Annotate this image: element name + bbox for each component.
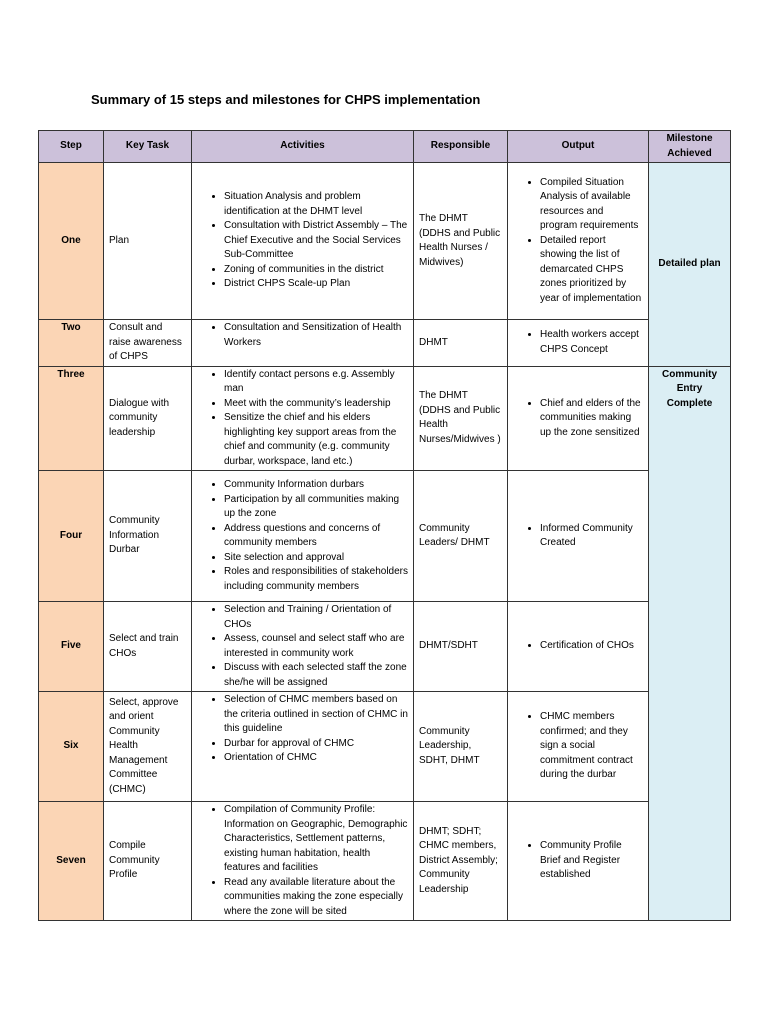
header-responsible: Responsible	[414, 131, 508, 163]
header-key-task: Key Task	[104, 131, 192, 163]
list-item: • Meet with the community’s leadership	[224, 397, 408, 412]
output-cell	[508, 692, 649, 802]
table-row	[39, 366, 731, 471]
responsible-cell: The DHMT (DDHS and Public Health Nurses / Midwives)	[414, 163, 508, 320]
list-item: • Situation Analysis and problem identification at the DHMT level	[224, 190, 408, 219]
list-item: • Health workers accept CHPS Concept	[540, 328, 643, 357]
key-task-cell: Community Information Durbar	[104, 471, 192, 602]
activities-cell	[192, 692, 414, 802]
output-cell	[508, 163, 649, 320]
list-item: • Chief and elders of the communities making up the zone sensitized	[540, 397, 643, 441]
responsible-cell: DHMT; SDHT; CHMC members, District Assembly; Community Leadership	[414, 802, 508, 921]
step-cell: Two	[39, 320, 104, 367]
list-item: • CHMC members confirmed; and they sign a social commitment contract during the durbar	[540, 710, 643, 783]
list-item: • Community Information durbars	[224, 478, 408, 493]
list-item: • District CHPS Scale-up Plan	[224, 277, 408, 292]
output-cell	[508, 366, 649, 471]
milestone-detailed-plan: Detailed plan	[649, 163, 731, 367]
milestone-community-entry: Community Entry Complete	[649, 366, 731, 921]
responsible-cell: Community Leadership, SDHT, DHMT	[414, 692, 508, 802]
list-item: • Read any available literature about the communities making the zone especially where the zone will be sited	[224, 876, 408, 920]
list-item: • Participation by all communities making up the zone	[224, 493, 408, 522]
responsible-cell: DHMT	[414, 320, 508, 367]
table-row	[39, 471, 731, 602]
chps-steps-table	[38, 130, 731, 921]
table-row	[39, 602, 731, 692]
step-cell: Seven	[39, 802, 104, 921]
list-item: • Detailed report showing the list of demarcated CHPS zones prioritized by year of implementation	[540, 234, 643, 307]
list-item: • Address questions and concerns of community members	[224, 522, 408, 551]
responsible-cell: Community Leaders/ DHMT	[414, 471, 508, 602]
list-item: • Compilation of Community Profile: Information on Geographic, Demographic Characteristics, Settlement patterns, existing human habitation, health features and facilities	[224, 803, 408, 876]
header-step: Step	[39, 131, 104, 163]
output-cell	[508, 471, 649, 602]
activities-cell	[192, 320, 414, 367]
key-task-cell: Dialogue with community leadership	[104, 366, 192, 471]
table-row	[39, 320, 731, 367]
activities-cell	[192, 602, 414, 692]
table-row	[39, 163, 731, 320]
list-item: • Durbar for approval of CHMC	[224, 737, 408, 752]
list-item: • Discuss with each selected staff the zone she/he will be assigned	[224, 661, 408, 690]
output-cell	[508, 602, 649, 692]
key-task-cell: Plan	[104, 163, 192, 320]
list-item: • Roles and responsibilities of stakeholders including community members	[224, 565, 408, 594]
list-item: • Zoning of communities in the district	[224, 263, 408, 278]
table-row	[39, 802, 731, 921]
list-item: • Identify contact persons e.g. Assembly man	[224, 368, 408, 397]
step-cell: One	[39, 163, 104, 320]
list-item: • Consultation with District Assembly – The Chief Executive and the Social Services Sub-Committee	[224, 219, 408, 263]
table-row	[39, 692, 731, 802]
list-item: • Orientation of CHMC	[224, 751, 408, 766]
list-item: • Selection and Training / Orientation of CHOs	[224, 603, 408, 632]
document-title: Summary of 15 steps and milestones for CHPS implementation	[91, 92, 481, 107]
table-header-row	[39, 131, 731, 163]
activities-cell	[192, 163, 414, 320]
list-item: • Consultation and Sensitization of Health Workers	[224, 321, 408, 350]
step-cell: Three	[39, 366, 104, 471]
key-task-cell: Select and train CHOs	[104, 602, 192, 692]
list-item: • Sensitize the chief and his elders highlighting key support areas from the chief and community (e.g. community durbar, workspace, land etc.)	[224, 411, 408, 469]
header-output: Output	[508, 131, 649, 163]
key-task-cell: Compile Community Profile	[104, 802, 192, 921]
step-cell: Five	[39, 602, 104, 692]
list-item: • Assess, counsel and select staff who are interested in community work	[224, 632, 408, 661]
list-item: • Informed Community Created	[540, 522, 643, 551]
list-item: • Site selection and approval	[224, 551, 408, 566]
list-item: • Selection of CHMC members based on the criteria outlined in section of CHMC in this guideline	[224, 693, 408, 737]
activities-cell	[192, 471, 414, 602]
header-activities: Activities	[192, 131, 414, 163]
list-item: • Certification of CHOs	[540, 639, 643, 654]
output-cell	[508, 320, 649, 367]
step-cell: Six	[39, 692, 104, 802]
list-item: • Community Profile Brief and Register established	[540, 839, 643, 883]
list-item: • Compiled Situation Analysis of available resources and program requirements	[540, 176, 643, 234]
responsible-cell: The DHMT (DDHS and Public Health Nurses/Midwives )	[414, 366, 508, 471]
activities-cell	[192, 802, 414, 921]
activities-cell	[192, 366, 414, 471]
responsible-cell: DHMT/SDHT	[414, 602, 508, 692]
key-task-cell: Select, approve and orient Community Health Management Committee (CHMC)	[104, 692, 192, 802]
key-task-cell: Consult and raise awareness of CHPS	[104, 320, 192, 367]
step-cell: Four	[39, 471, 104, 602]
header-milestone: Milestone Achieved	[649, 131, 731, 163]
output-cell	[508, 802, 649, 921]
